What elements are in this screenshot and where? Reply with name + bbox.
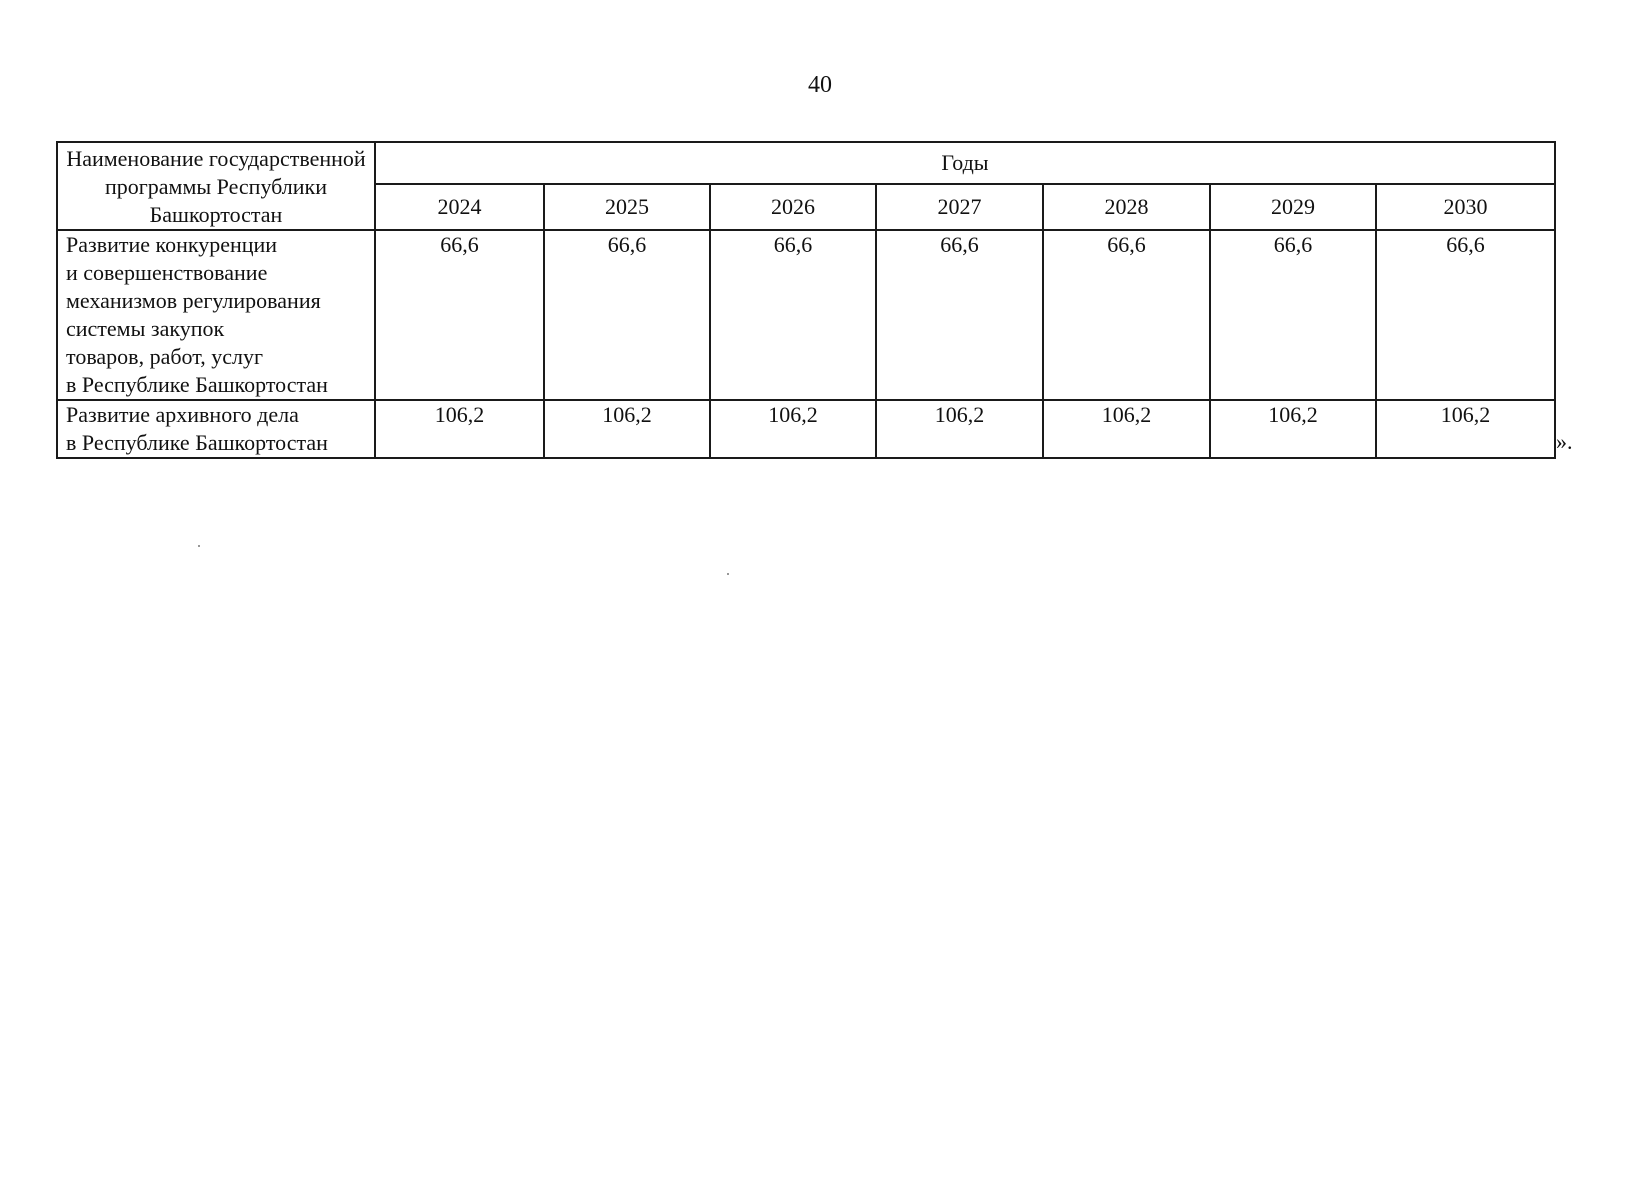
scan-speck (198, 545, 200, 547)
value-cell: 66,6 (1210, 230, 1376, 400)
header-year: 2025 (544, 184, 710, 230)
header-year: 2024 (375, 184, 544, 230)
value-cell: 66,6 (1043, 230, 1210, 400)
value-cell: 106,2 (1043, 400, 1210, 458)
header-year: 2026 (710, 184, 876, 230)
page-number: 40 (808, 72, 832, 98)
scan-speck (727, 573, 729, 575)
program-name: Развитие конкуренции и совершенствование механизмов регулирования системы закупок товаров, работ, услуг в Республике Башкортостан (57, 230, 375, 400)
program-table (56, 141, 1556, 459)
value-cell: 66,6 (544, 230, 710, 400)
header-row-years (57, 142, 1555, 184)
header-program-name: Наименование государственной программы Республики Башкортостан (57, 142, 375, 230)
value-cell: 66,6 (1376, 230, 1555, 400)
value-cell: 106,2 (710, 400, 876, 458)
value-cell: 106,2 (544, 400, 710, 458)
header-year: 2027 (876, 184, 1043, 230)
value-cell: 66,6 (375, 230, 544, 400)
program-name: Развитие архивного дела в Республике Башкортостан (57, 400, 375, 458)
value-cell: 106,2 (1210, 400, 1376, 458)
header-year: 2028 (1043, 184, 1210, 230)
value-cell: 106,2 (1376, 400, 1555, 458)
header-years: Годы (375, 142, 1555, 184)
table-row (57, 230, 1555, 400)
table-row (57, 400, 1555, 458)
value-cell: 66,6 (876, 230, 1043, 400)
value-cell: 106,2 (375, 400, 544, 458)
value-cell: 66,6 (710, 230, 876, 400)
header-year: 2030 (1376, 184, 1555, 230)
closing-quote: ». (1556, 429, 1573, 454)
value-cell: 106,2 (876, 400, 1043, 458)
header-year: 2029 (1210, 184, 1376, 230)
